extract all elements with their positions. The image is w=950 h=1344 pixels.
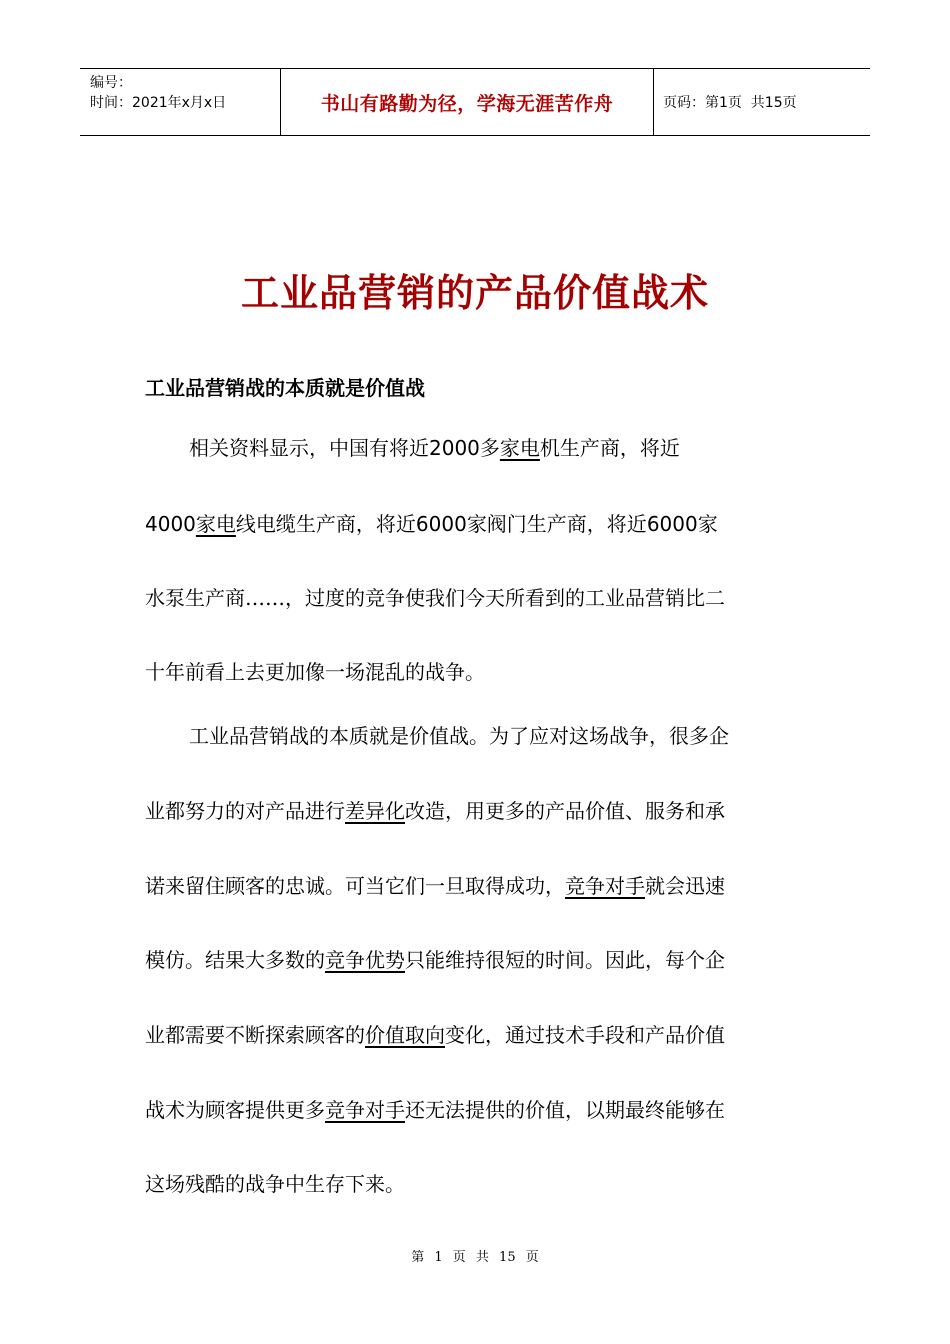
serial-label: 编号： [90,75,132,91]
text-run: 机生产商，将近 [539,436,680,460]
number-run: 6000 [415,512,467,536]
text-run: 家 [697,512,718,536]
text-run: 十年前看上去更加像一场混乱的战争。 [145,660,485,684]
page-info: 页码：第1页 共15页 [663,95,797,111]
hyperlink[interactable]: 竞争优势 [325,948,405,972]
text-run: 还无法提供的价值，以期最终能够在 [405,1098,725,1122]
text-run: 线电缆生产商，将近 [235,512,416,536]
text-run: 业都努力的对产品进行 [145,799,345,823]
text-run: 诺来留住顾客的忠诚。可当它们一旦取得成功， [145,874,565,898]
text-run: 水泵生产商……，过度的竞争使我们今天所看到的工业品营销比二 [145,586,725,610]
paragraph-line [145,1019,725,1048]
text-run: 只能维持很短的时间。因此，每个企 [405,948,725,972]
text-run: 模仿。结果大多数的 [145,948,325,972]
text-run: 改造，用更多的产品价值、服务和承 [405,799,725,823]
text-run: 业都需要不断探索顾客的 [145,1023,365,1047]
paragraph-line [145,656,485,685]
document-title: 工业品营销的产品价值战术 [240,270,709,315]
hyperlink[interactable]: 家电 [195,512,236,536]
text-run: 变化，通过技术手段和产品价值 [445,1023,725,1047]
header-meta-cell [80,69,281,135]
paragraph-line [145,582,725,611]
paragraph-line [145,1168,405,1197]
number-run: 6000 [646,512,698,536]
section-heading: 工业品营销战的本质就是价值战 [145,376,425,400]
text-run: 战术为顾客提供更多 [145,1098,325,1122]
paragraph-line [145,944,725,973]
number-run: 2000 [429,436,480,460]
hyperlink[interactable]: 竞争对手 [565,874,645,898]
text-run: 这场残酷的战争中生存下来。 [145,1172,405,1196]
page-footer: 第 1 页 共 15 页 [411,1250,539,1265]
paragraph-line [189,720,729,749]
text-run: 多 [479,436,500,460]
hyperlink[interactable]: 价值取向 [365,1023,445,1047]
motto-text: 书山有路勤为径，学海无涯苦作舟 [320,92,614,115]
paragraph-line [145,795,725,824]
paragraph-line [145,870,725,899]
text-run: 工业品营销战的本质就是价值战。为了应对这场战争，很多企 [189,724,729,748]
paragraph-line [189,432,680,461]
header-page-cell [654,69,870,135]
hyperlink[interactable]: 家电 [499,436,540,460]
header-motto-cell [281,69,654,135]
hyperlink[interactable]: 差异化 [345,799,405,823]
number-run: 4000 [145,512,196,536]
time-label: 时间：2021年x月x日 [90,95,227,111]
text-run: 就会迅速 [645,874,725,898]
page-header [80,68,870,136]
text-run: 相关资料显示，中国有将近 [189,436,429,460]
paragraph-line [145,508,718,537]
hyperlink[interactable]: 竞争对手 [325,1098,405,1122]
paragraph-line [145,1094,725,1123]
text-run: 家阀门生产商，将近 [466,512,647,536]
